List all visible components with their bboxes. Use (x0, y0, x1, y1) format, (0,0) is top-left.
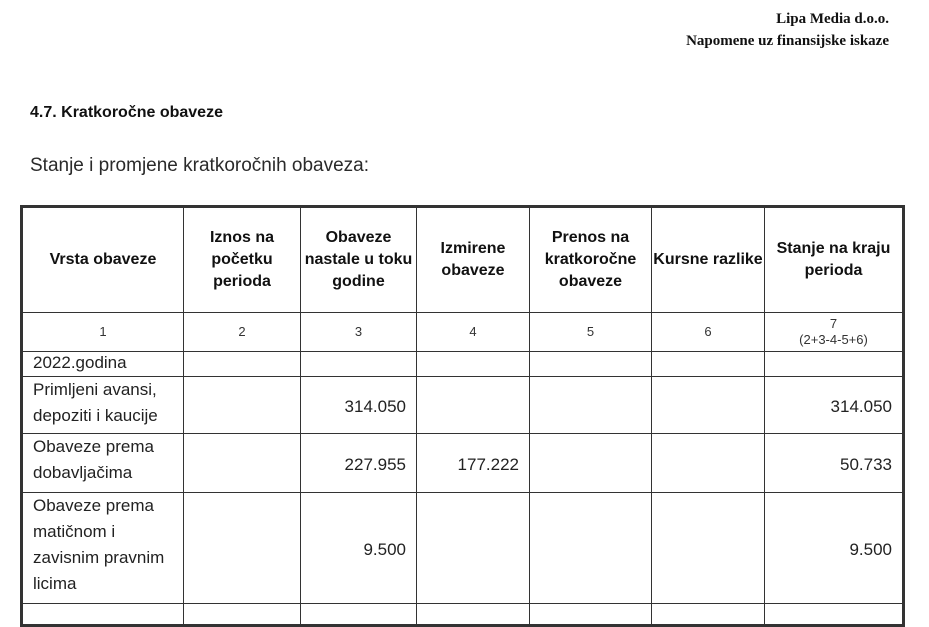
table-cell (184, 493, 301, 604)
table-cell: 50.733 (765, 434, 904, 493)
col-number: 1 (22, 313, 184, 352)
table-cell (417, 493, 530, 604)
table-cell (765, 352, 904, 377)
row-label: Obaveze prema dobavljačima (22, 434, 184, 493)
table-row (22, 377, 904, 434)
table-cell (301, 604, 417, 626)
col-header-settled: Izmirene obaveze (417, 207, 530, 313)
table-cell (652, 352, 765, 377)
col-header-transfer: Prenos na kratkoročne obaveze (530, 207, 652, 313)
table-cell (22, 604, 184, 626)
table-cell (652, 377, 765, 434)
document-subtitle: Napomene uz finansijske iskaze (686, 33, 889, 49)
table-cell (530, 604, 652, 626)
table-cell (530, 434, 652, 493)
table-cell (652, 604, 765, 626)
table-cell: 314.050 (765, 377, 904, 434)
table-row (22, 352, 904, 377)
table-cell: 9.500 (765, 493, 904, 604)
col-number: 6 (652, 313, 765, 352)
col-number: 2 (184, 313, 301, 352)
row-label: Primljeni avansi, depoziti i kaucije (22, 377, 184, 434)
table-cell (530, 377, 652, 434)
col-number-closing (765, 313, 904, 352)
table-cell (417, 604, 530, 626)
table-row-cutoff (22, 604, 904, 626)
table-cell (530, 493, 652, 604)
table-cell (301, 352, 417, 377)
table-row (22, 434, 904, 493)
table-row (22, 493, 904, 604)
table-cell (417, 377, 530, 434)
col-header-fx: Kursne razlike (652, 207, 765, 313)
obligations-table (20, 205, 905, 627)
table-cell: 314.050 (301, 377, 417, 434)
col-number: 7 (829, 316, 838, 331)
col-header-closing: Stanje na kraju perioda (765, 207, 904, 313)
row-label: Obaveze prema matičnom i zavisnim pravnim licima (22, 493, 184, 604)
column-number-row (22, 313, 904, 352)
table-cell: 9.500 (301, 493, 417, 604)
col-number: 5 (530, 313, 652, 352)
col-number: 4 (417, 313, 530, 352)
table-cell (765, 604, 904, 626)
table-cell (530, 352, 652, 377)
col-header-type: Vrsta obaveze (22, 207, 184, 313)
table-cell (652, 434, 765, 493)
col-header-opening: Iznos na početku perioda (184, 207, 301, 313)
col-header-incurred: Obaveze nastale u toku godine (301, 207, 417, 313)
col-number: 3 (301, 313, 417, 352)
table-cell (184, 377, 301, 434)
closing-formula: (2+3-4-5+6) (799, 332, 868, 347)
company-name: Lipa Media d.o.o. (776, 11, 889, 27)
section-title: 4.7. Kratkoročne obaveze (30, 104, 223, 121)
table-cell (184, 352, 301, 377)
table-cell: 177.222 (417, 434, 530, 493)
table-cell (184, 604, 301, 626)
table-header-row (22, 207, 904, 313)
section-intro: Stanje i promjene kratkoročnih obaveza: (30, 155, 370, 176)
table-cell (184, 434, 301, 493)
document-header (686, 8, 889, 52)
table-cell: 227.955 (301, 434, 417, 493)
row-label: 2022.godina (22, 352, 184, 377)
table-cell (417, 352, 530, 377)
table-cell (652, 493, 765, 604)
